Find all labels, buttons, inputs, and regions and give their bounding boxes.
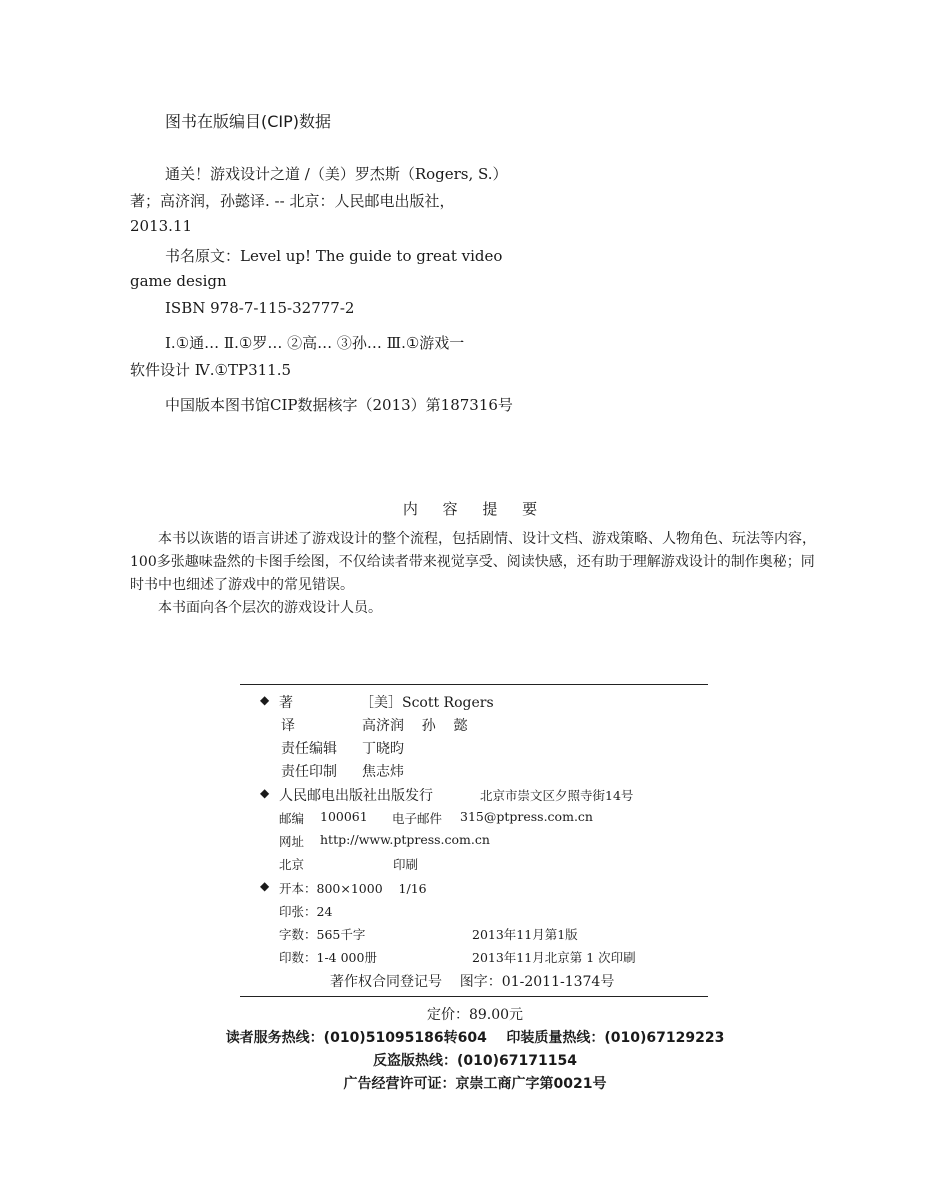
cip-title-line: 通关！游戏设计之道 /（美）罗杰斯（Rogers, S.） [165,165,508,183]
translator-label: 译 [281,718,295,734]
email-value: 315@ptpress.com.cn [460,809,593,824]
word-count: 字数：565千字 [279,927,366,942]
print-supervisor-value: 焦志炜 [362,764,404,780]
bullet-icon: ◆ [260,786,270,800]
editor-label: 责任编辑 [281,741,337,757]
cip-isbn: ISBN 978-7-115-32777-2 [165,299,355,317]
cip-original-title-1: 书名原文：Level up! The guide to great video [165,247,503,265]
summary-text [130,528,825,620]
piracy-hotline: 反盗版热线：(010)67171154 [373,1053,577,1069]
print-supervisor-label: 责任印制 [281,764,337,780]
print-run: 印数：1-4 000册 [279,950,377,965]
bullet-icon: ◆ [260,693,270,707]
bullet-icon: ◆ [260,879,270,893]
edition: 2013年11月第1版 [472,927,578,942]
printing-date: 2013年11月北京第 1 次印刷 [472,950,636,965]
summary-paragraph: 本书以诙谐的语言讲述了游戏设计的整个流程，包括剧情、设计文档、游戏策略、人物角色、玩法等内容，100多张趣味盎然的卡图手绘图，不仅给读者带来视觉享受、阅读快感，还有助于理解游戏设计的制作奥秘；同时书中也细述了游戏中的常见错误。 [130,531,816,593]
cip-number: 中国版本图书馆CIP数据核字（2013）第187316号 [165,396,513,414]
colophon-bottom-rule [240,996,708,997]
cip-credit-line: 著；高济润，孙懿译. -- 北京：人民邮电出版社， [130,192,455,210]
cip-subjects-2: 软件设计 Ⅳ.①TP311.5 [130,361,292,379]
summary-title: 内 容 提 要 [402,500,548,518]
copyright-contract: 著作权合同登记号 图字：01-2011-1374号 [330,974,615,990]
website-value: http://www.ptpress.com.cn [320,832,490,847]
postcode-label: 邮编 [279,811,305,826]
summary-paragraph: 本书面向各个层次的游戏设计人员。 [158,600,382,616]
sheets: 印张：24 [279,904,333,919]
cip-heading: 图书在版编目(CIP)数据 [165,112,332,131]
author-label: 著 [279,695,293,711]
format: 开本：800×1000 1/16 [279,881,427,896]
printing-label: 印刷 [393,857,419,872]
price: 定价：89.00元 [426,1007,524,1023]
publisher: 人民邮电出版社出版发行 [279,788,433,804]
print-city: 北京 [279,857,305,872]
colophon-top-rule [240,684,708,685]
cip-date: 2013.11 [130,217,193,235]
cip-original-title-2: game design [130,272,227,290]
editor-value: 丁晓昀 [362,741,404,757]
email-label: 电子邮件 [392,811,443,826]
service-hotline: 读者服务热线：(010)51095186转604 印装质量热线：(010)67129223 [225,1030,725,1046]
website-label: 网址 [279,834,305,849]
author-value: ［美］Scott Rogers [360,695,494,711]
translator-value: 高济润 孙 懿 [362,718,468,734]
cip-subjects-1: Ⅰ.①通… Ⅱ.①罗… ②高… ③孙… Ⅲ.①游戏一 [165,334,465,352]
publisher-address: 北京市崇文区夕照寺街14号 [480,788,634,803]
postcode-value: 100061 [320,809,368,824]
ad-license: 广告经营许可证：京崇工商广字第0021号 [343,1076,607,1092]
